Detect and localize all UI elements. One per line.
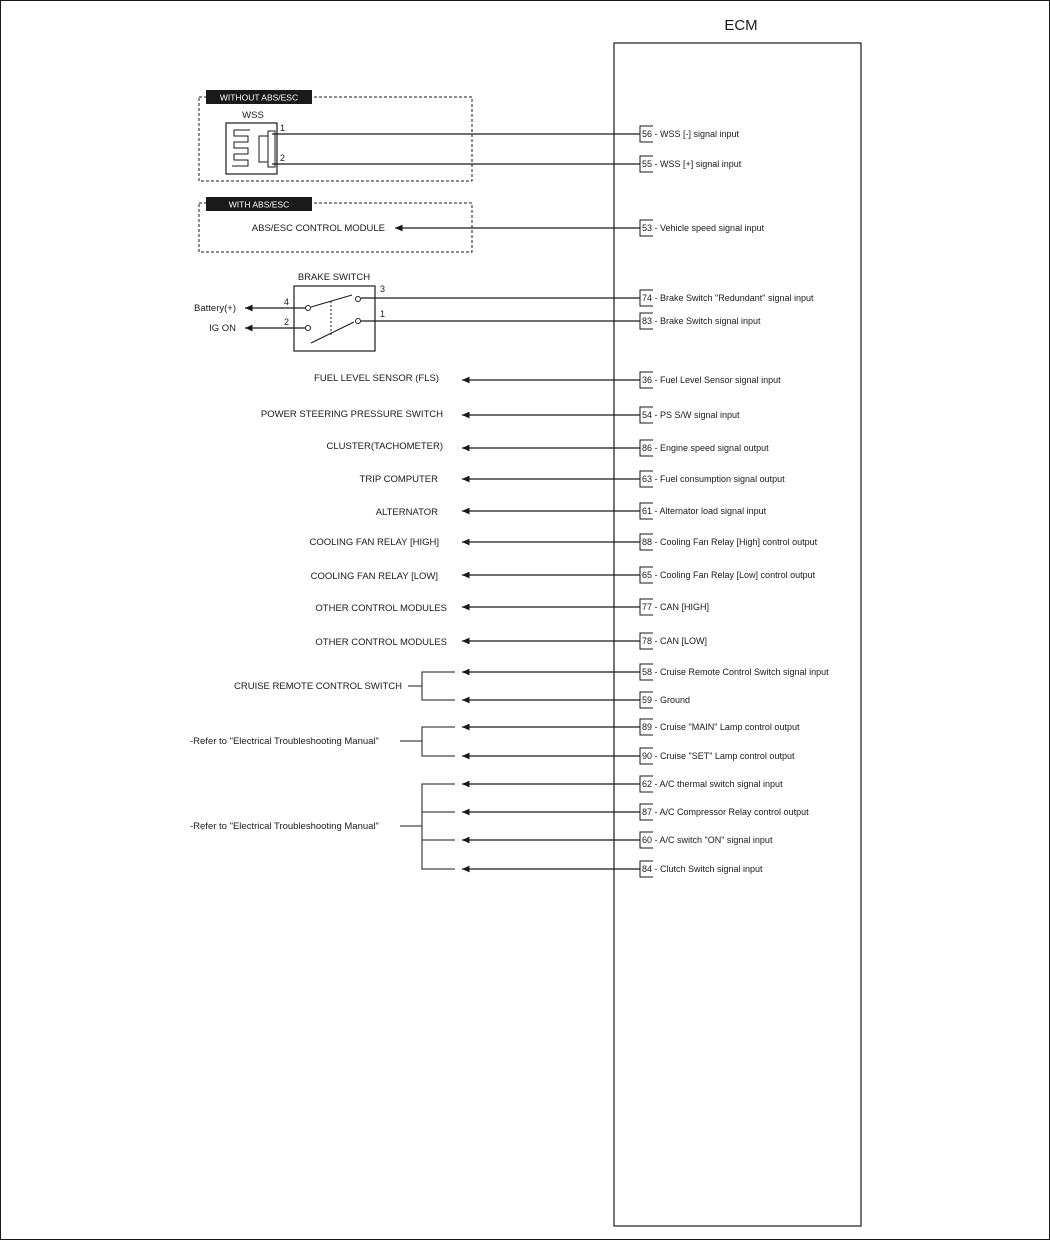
- abs-group: [199, 197, 640, 252]
- brake-contact-4: [306, 306, 311, 311]
- device-label-fls: FUEL LEVEL SENSOR (FLS): [314, 373, 439, 384]
- ecm-pin-label: 54 - PS S/W signal input: [642, 410, 740, 420]
- device-label-trip-computer: TRIP COMPUTER: [359, 474, 438, 485]
- ecm-pin-row: [640, 534, 818, 550]
- device-label-fan-low: COOLING FAN RELAY [LOW]: [310, 571, 438, 582]
- device-label-alternator: ALTERNATOR: [375, 507, 438, 518]
- ecm-pin-label: 86 - Engine speed signal output: [642, 443, 769, 453]
- brake-contact-1: [356, 319, 361, 324]
- ecm-pin-row: [640, 126, 740, 142]
- ecm-pin-label: 53 - Vehicle speed signal input: [642, 223, 765, 233]
- ecm-pin-row: [640, 633, 707, 649]
- ecm-pin-label: 61 - Alternator load signal input: [642, 506, 767, 516]
- ecm-pin-row: [640, 599, 709, 615]
- ecm-pin-label: 60 - A/C switch "ON" signal input: [642, 835, 773, 845]
- ecm-pin-row: [640, 313, 761, 329]
- ecm-pin-list: [640, 126, 829, 877]
- cruise-switch-bracket: [422, 672, 455, 700]
- ecm-title: ECM: [724, 17, 758, 34]
- abs-module-label: ABS/ESC CONTROL MODULE: [251, 223, 385, 234]
- wss-group: [199, 90, 640, 181]
- ecm-pin-label: 89 - Cruise "MAIN" Lamp control output: [642, 722, 800, 732]
- wss-label: WSS: [242, 110, 264, 121]
- ecm-pin-label: 74 - Brake Switch "Redundant" signal input: [642, 293, 814, 303]
- brake-switch-box: [294, 286, 375, 351]
- ac-bracket: [422, 784, 455, 869]
- brake-pin3: 3: [380, 284, 386, 294]
- ac-group: [190, 784, 640, 869]
- wss-group-tag-text: WITHOUT ABS/ESC: [219, 92, 299, 103]
- cruise-lamp-bracket: [422, 727, 455, 756]
- ecm-pin-label: 77 - CAN [HIGH]: [642, 602, 710, 612]
- ecm-pin-row: [640, 719, 800, 735]
- ecm-pin-row: [640, 776, 783, 792]
- ecm-pin-label: 56 - WSS [-] signal input: [642, 129, 740, 139]
- refer-label-1: -Refer to "Electrical Troubleshooting Manual": [190, 736, 379, 747]
- ig-on-label: IG ON: [209, 323, 236, 334]
- ecm-pin-row: [640, 748, 795, 764]
- battery-label: Battery(+): [194, 303, 236, 314]
- ecm-pin-label: 78 - CAN [LOW]: [642, 636, 708, 646]
- ecm-pin-label: 88 - Cooling Fan Relay [High] control output: [642, 537, 818, 547]
- ecm-pin-row: [640, 567, 816, 583]
- brake-switch: [194, 272, 640, 351]
- ecm-pin-row: [640, 372, 781, 388]
- wss-group-border: [199, 97, 472, 181]
- ecm-pin-row: [640, 832, 773, 848]
- ecm-pin-label: 84 - Clutch Switch signal input: [642, 864, 763, 874]
- ecm-pin-row: [640, 861, 763, 877]
- ecm-pin-row: [640, 407, 740, 423]
- brake-pin2: 2: [284, 317, 290, 327]
- ecm-pin-row: [640, 664, 829, 680]
- ecm-pin-label: 63 - Fuel consumption signal output: [642, 474, 785, 484]
- ecm-pin-label: 83 - Brake Switch signal input: [642, 316, 761, 326]
- ecm-pin-row: [640, 440, 769, 456]
- ecm-pin-row: [640, 804, 809, 820]
- ecm-pin-label: 62 - A/C thermal switch signal input: [642, 779, 783, 789]
- ecm-pin-label: 59 - Ground: [642, 695, 691, 705]
- ecm-pin-label: 58 - Cruise Remote Control Switch signal input: [642, 667, 829, 677]
- device-list: [261, 373, 640, 648]
- brake-contact-3: [356, 297, 361, 302]
- brake-switch-title: BRAKE SWITCH: [297, 272, 371, 283]
- device-label-cluster: CLUSTER(TACHOMETER): [326, 441, 443, 452]
- ecm-pin-row: [640, 220, 765, 236]
- wss-pin1: 1: [280, 123, 286, 133]
- device-label-ps-switch: POWER STEERING PRESSURE SWITCH: [260, 409, 443, 420]
- page-frame: [1, 1, 1050, 1240]
- brake-pin1: 1: [380, 309, 386, 319]
- ecm-pin-row: [640, 156, 742, 172]
- cruise-lamp-group: [190, 727, 640, 756]
- abs-group-tag-text: WITH ABS/ESC: [228, 199, 290, 210]
- device-label-other-modules-1: OTHER CONTROL MODULES: [315, 603, 447, 614]
- device-label-other-modules-2: OTHER CONTROL MODULES: [315, 637, 447, 648]
- wss-coil-icon: [232, 130, 275, 167]
- ecm-pin-label: 90 - Cruise "SET" Lamp control output: [642, 751, 795, 761]
- ecm-pin-row: [640, 471, 785, 487]
- ecm-pin-row: [640, 692, 690, 708]
- ecm-pin-row: [640, 290, 814, 306]
- ecm-pin-label: 55 - WSS [+] signal input: [642, 159, 742, 169]
- brake-pin4: 4: [284, 297, 290, 307]
- device-label-fan-high: COOLING FAN RELAY [HIGH]: [309, 537, 439, 548]
- ecm-pin-label: 36 - Fuel Level Sensor signal input: [642, 375, 781, 385]
- ecm-pin-label: 65 - Cooling Fan Relay [Low] control output: [642, 570, 816, 580]
- wss-pin2: 2: [280, 153, 286, 163]
- brake-blade-lower: [311, 322, 354, 343]
- ecm-pin-label: 87 - A/C Compressor Relay control output: [642, 807, 809, 817]
- cruise-switch-label: CRUISE REMOTE CONTROL SWITCH: [233, 681, 402, 692]
- ecm-pin-row: [640, 503, 767, 519]
- refer-label-2: -Refer to "Electrical Troubleshooting Manual": [190, 821, 379, 832]
- cruise-switch-group: [234, 672, 640, 700]
- brake-contact-2: [306, 326, 311, 331]
